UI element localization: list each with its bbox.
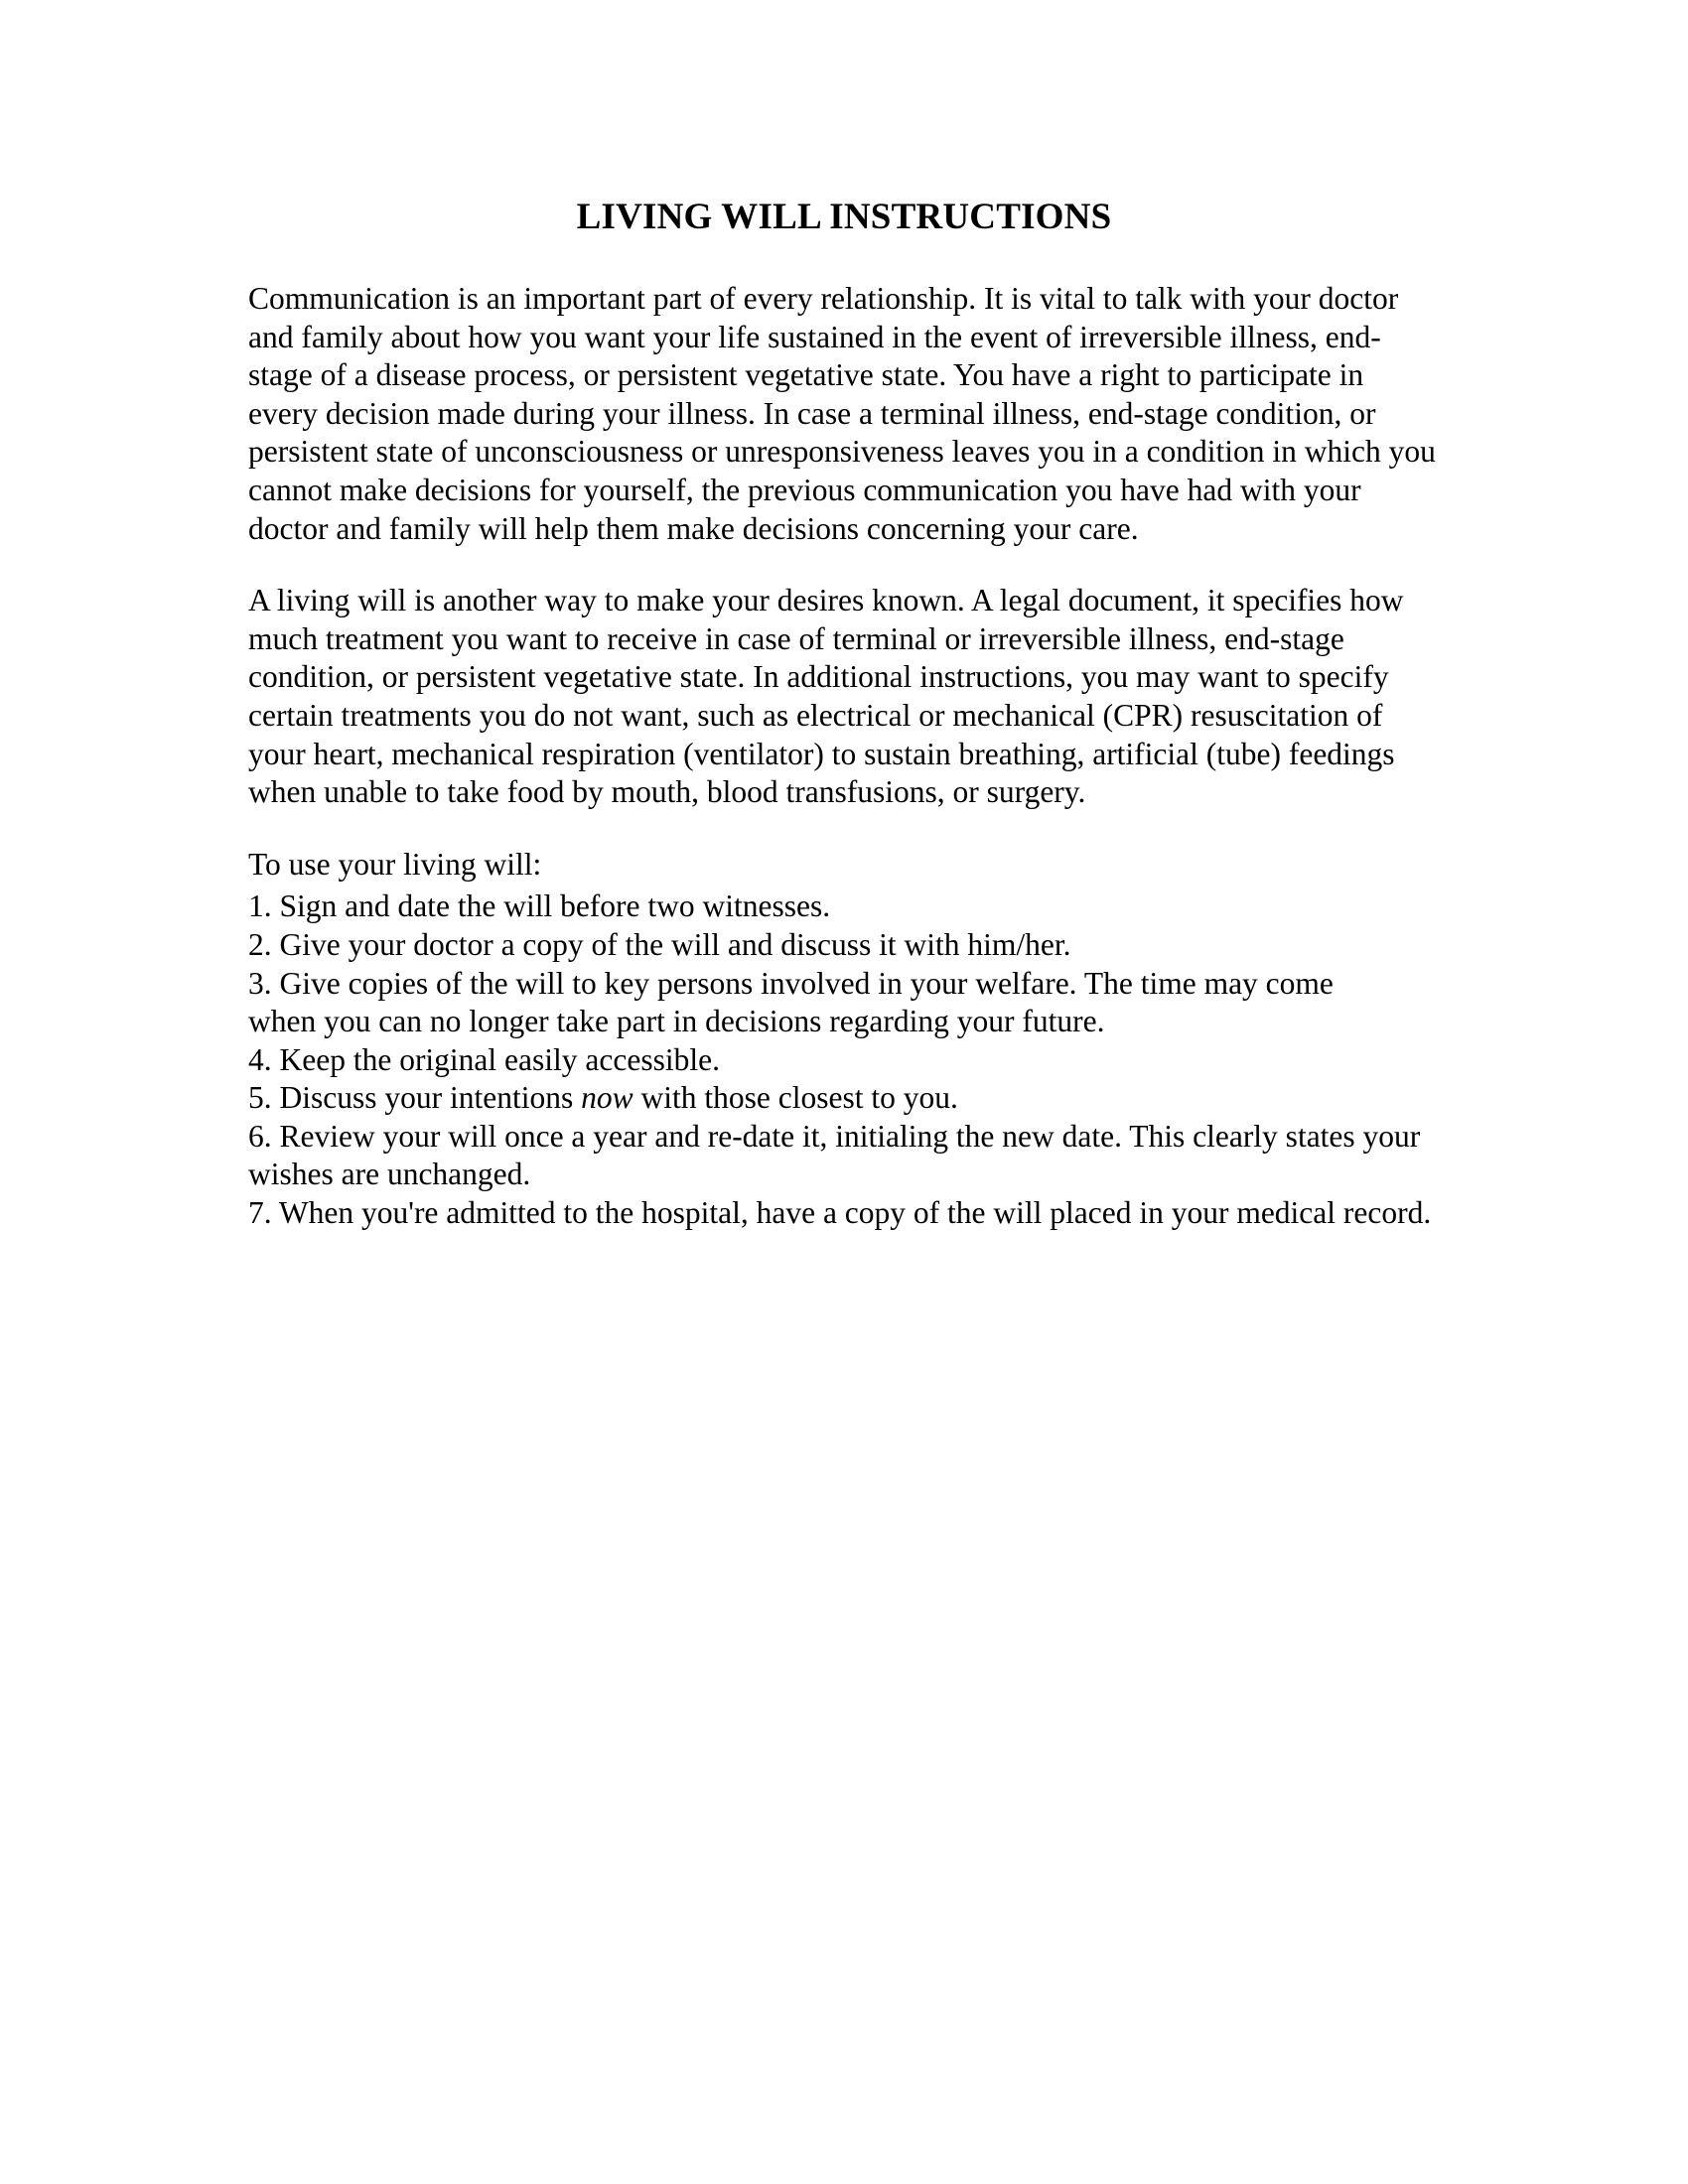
instructions-list <box>248 846 1440 1233</box>
instruction-step: 2. Give your doctor a copy of the will and discuss it with him/her. <box>248 926 1071 962</box>
instruction-step <box>248 1079 1440 1118</box>
page-title: LIVING WILL INSTRUCTIONS <box>576 197 1112 237</box>
instruction-step: 6. Review your will once a year and re-date it, initialing the new date. This clearly states your wishes are unchanged. <box>248 1118 1421 1192</box>
paragraph-communication: Communication is an important part of every relationship. It is vital to talk with your doctor and family about how you want your life sustained in the event of irreversible illness, end-stage of a disease process, or persistent vegetative state. You have a right to participate in every decision made during your illness. In case a terminal illness, end-stage condition, or persistent state of unconsciousness or unresponsiveness leaves you in a condition in which you cannot make decisions for yourself, the previous communication you have had with your doctor and family will help them make decisions concerning your care. <box>248 281 1436 546</box>
instruction-step: 7. When you're admitted to the hospital, have a copy of the will placed in your medical record. <box>248 1195 1432 1231</box>
step-text-after: with those closest to you. <box>633 1080 958 1116</box>
paragraph-living-will: A living will is another way to make your desires known. A legal document, it specifies how much treatment you want to receive in case of terminal or irreversible illness, end-stage condition, or persistent vegetative state. In additional instructions, you may want to specify certain treatments you do not want, such as electrical or mechanical (CPR) resuscitation of your heart, mechanical respiration (ventilator) to sustain breathing, artificial (tube) feedings when unable to take food by mouth, blood transfusions, or surgery. <box>248 583 1404 810</box>
document-page <box>248 189 1440 1233</box>
instructions-intro: To use your living will: <box>248 846 542 882</box>
step-emphasis: now <box>581 1080 633 1116</box>
step-text-before: 5. Discuss your intentions <box>248 1080 582 1116</box>
instruction-step: 1. Sign and date the will before two witnesses. <box>248 888 831 924</box>
instruction-step: 3. Give copies of the will to key persons involved in your welfare. The time may come when you can no longer take part in decisions regarding your future. <box>248 965 1334 1039</box>
instruction-step: 4. Keep the original easily accessible. <box>248 1041 720 1077</box>
